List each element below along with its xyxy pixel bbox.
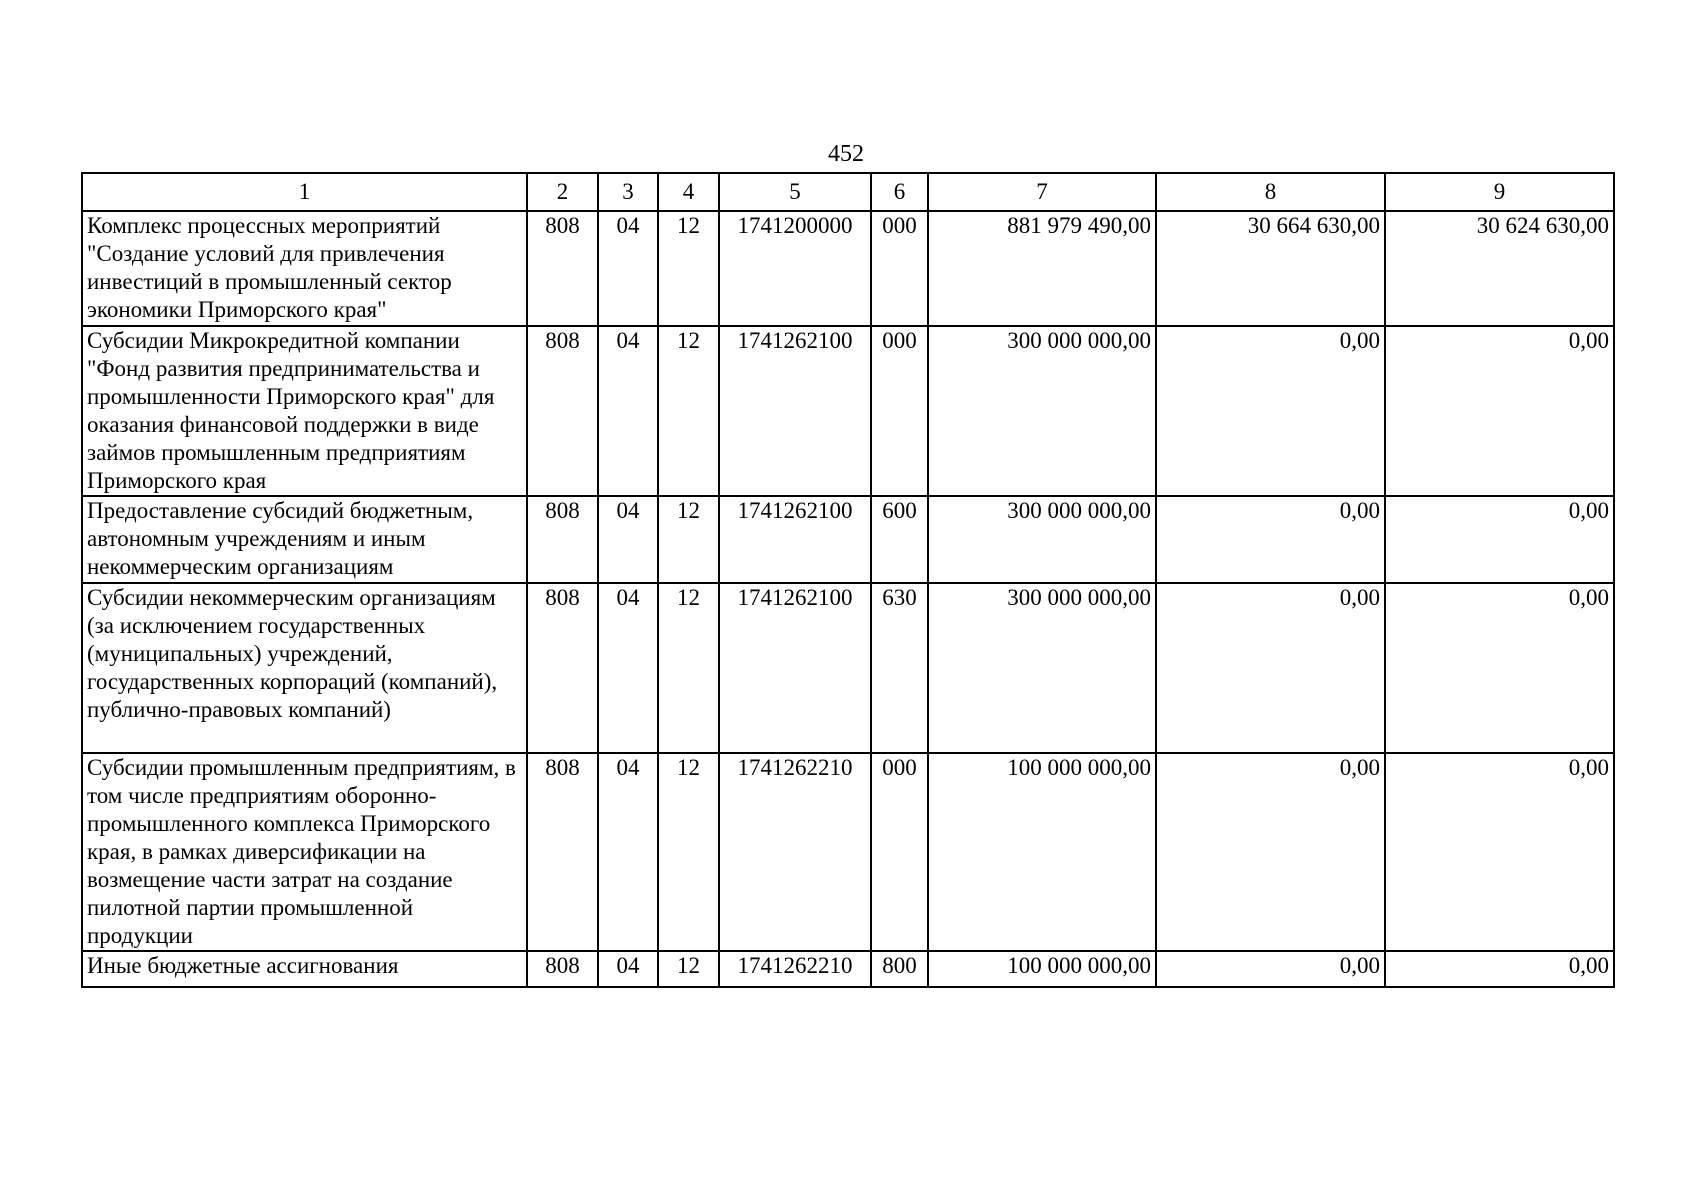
- amount-col7: 300 000 000,00: [928, 583, 1156, 753]
- column-header: 2: [527, 173, 598, 211]
- section-code: 04: [598, 583, 658, 753]
- expense-type-code: 630: [871, 583, 928, 753]
- row-name: Субсидии Микрокредитной компании "Фонд развития предпринимательства и промышленности Приморского края" для оказания финансовой поддержки в виде займов промышленным предприятиям Приморского края: [82, 326, 527, 496]
- subsection-code: 12: [658, 583, 719, 753]
- expense-type-code: 000: [871, 326, 928, 496]
- page-number: 452: [828, 141, 864, 167]
- budget-table: [81, 172, 1615, 988]
- column-header: 5: [719, 173, 871, 211]
- amount-col8: 0,00: [1156, 951, 1385, 987]
- target-article-code: 1741262210: [719, 753, 871, 951]
- section-code: 04: [598, 951, 658, 987]
- amount-col9: 0,00: [1385, 951, 1614, 987]
- expense-type-code: 800: [871, 951, 928, 987]
- amount-col7: 881 979 490,00: [928, 211, 1156, 326]
- amount-col9: 0,00: [1385, 496, 1614, 583]
- column-header: 6: [871, 173, 928, 211]
- column-header: 4: [658, 173, 719, 211]
- subsection-code: 12: [658, 496, 719, 583]
- target-article-code: 1741262100: [719, 496, 871, 583]
- ministry-code: 808: [527, 583, 598, 753]
- expense-type-code: 600: [871, 496, 928, 583]
- amount-col8: 0,00: [1156, 326, 1385, 496]
- header-row: [82, 173, 1614, 211]
- amount-col7: 100 000 000,00: [928, 951, 1156, 987]
- table-row: [82, 583, 1614, 753]
- table-row: [82, 211, 1614, 326]
- ministry-code: 808: [527, 753, 598, 951]
- section-code: 04: [598, 326, 658, 496]
- column-header: 8: [1156, 173, 1385, 211]
- amount-col9: 0,00: [1385, 326, 1614, 496]
- row-name: Субсидии промышленным предприятиям, в том числе предприятиям оборонно-промышленного комплекса Приморского края, в рамках диверсификации на возмещение части затрат на создание пилотной партии промышленной продукции: [82, 753, 527, 951]
- section-code: 04: [598, 753, 658, 951]
- column-header: 1: [82, 173, 527, 211]
- amount-col7: 300 000 000,00: [928, 326, 1156, 496]
- amount-col8: 0,00: [1156, 583, 1385, 753]
- target-article-code: 1741200000: [719, 211, 871, 326]
- amount-col8: 0,00: [1156, 753, 1385, 951]
- amount-col7: 300 000 000,00: [928, 496, 1156, 583]
- expense-type-code: 000: [871, 753, 928, 951]
- target-article-code: 1741262100: [719, 583, 871, 753]
- section-code: 04: [598, 211, 658, 326]
- row-name: Иные бюджетные ассигнования: [82, 951, 527, 987]
- table-row: [82, 951, 1614, 987]
- amount-col8: 0,00: [1156, 496, 1385, 583]
- expense-type-code: 000: [871, 211, 928, 326]
- amount-col9: 30 624 630,00: [1385, 211, 1614, 326]
- column-header: 3: [598, 173, 658, 211]
- amount-col7: 100 000 000,00: [928, 753, 1156, 951]
- row-name: Субсидии некоммерческим организациям (за исключением государственных (муниципальных) учреждений, государственных корпораций (компаний), публично-правовых компаний): [82, 583, 527, 753]
- column-header: 7: [928, 173, 1156, 211]
- table-row: [82, 753, 1614, 951]
- section-code: 04: [598, 496, 658, 583]
- ministry-code: 808: [527, 496, 598, 583]
- target-article-code: 1741262210: [719, 951, 871, 987]
- amount-col8: 30 664 630,00: [1156, 211, 1385, 326]
- subsection-code: 12: [658, 951, 719, 987]
- table-row: [82, 496, 1614, 583]
- amount-col9: 0,00: [1385, 753, 1614, 951]
- column-header: 9: [1385, 173, 1614, 211]
- row-name: Предоставление субсидий бюджетным, автономным учреждениям и иным некоммерческим организациям: [82, 496, 527, 583]
- subsection-code: 12: [658, 753, 719, 951]
- table-row: [82, 326, 1614, 496]
- subsection-code: 12: [658, 211, 719, 326]
- row-name: Комплекс процессных мероприятий "Создание условий для привлечения инвестиций в промышленный сектор экономики Приморского края": [82, 211, 527, 326]
- ministry-code: 808: [527, 326, 598, 496]
- amount-col9: 0,00: [1385, 583, 1614, 753]
- target-article-code: 1741262100: [719, 326, 871, 496]
- subsection-code: 12: [658, 326, 719, 496]
- ministry-code: 808: [527, 951, 598, 987]
- ministry-code: 808: [527, 211, 598, 326]
